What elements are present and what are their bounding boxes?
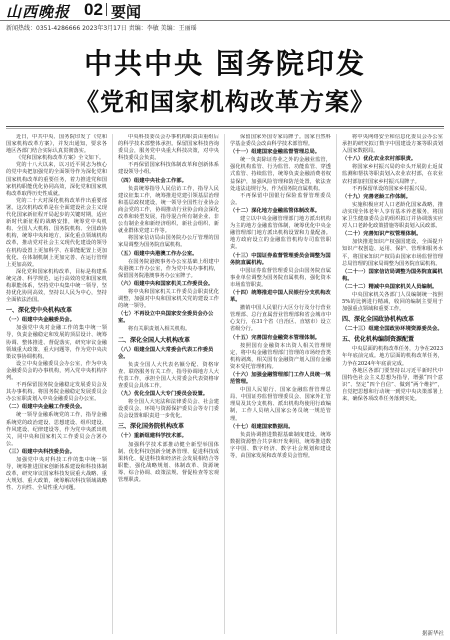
subsection-heading: （十一）组建国家金融监督管理总局。 bbox=[230, 149, 321, 156]
article-paragraph: 加快推进知识产权强国建设，全面提升知识产权创造、运用、保护、管理和服务水平，将国家知识产权局由国家市场监督管理总局管理的国家局调整为国务院直属机构。 bbox=[342, 239, 443, 267]
article-paragraph: 党的二十大对深化机构改革作出重要部署。这次机构改革是在全面建设社会主义现代化国家新征程开局起步的关键时期，适应新时代新征程的战略安排，统筹党中央机构、全国人大机构、国务院机构、全国政协机构，统筹中央和地方，深化重点领域机构改革，推动党对社会主义现代化建设的领导在机构设置上更加科学、在职能配置上更加优化、在体制机制上更加完善、在运行管理上更加高效。 bbox=[6, 197, 107, 268]
article-paragraph: 将中央和国家机关工作委员会职责优化调整，加强对中央和国家机关党的建设工作的统一领导。 bbox=[118, 288, 219, 310]
article-paragraph: 《党和国家机构改革方案》全文如下。 bbox=[16, 155, 105, 162]
subsection-heading: （十三）中国证券监督管理委员会调整为国务院直属机构。 bbox=[230, 252, 331, 266]
article-column-2 bbox=[118, 134, 219, 634]
article-paragraph: 各地区各部门要坚持以习近平新时代中国特色社会主义思想为指导，增强“四个意识”、坚定“四个自信”、做到“两个维护”，自觉把思想和行动统一到党中央决策部署上来，确保各项改革任务落到实处。 bbox=[342, 367, 443, 402]
headline-line-2: 《党和国家机构改革方案》 bbox=[75, 87, 375, 116]
subsection-heading: （六）组建中央和国家机关工作委员会。 bbox=[118, 280, 214, 287]
section-heading: 一、深化党中央机构改革 bbox=[6, 307, 73, 315]
article-column-1 bbox=[6, 134, 107, 634]
subsection-heading: （二）组建中央金融工作委员会。 bbox=[6, 404, 86, 411]
article-paragraph: 中国证券监督管理委员会由国务院直属事业单位调整为国务院直属机构，强化资本市场监管职责。 bbox=[230, 267, 331, 288]
article-paragraph: 近日，中共中央、国务院印发了《党和国家机构改革方案》，并发出通知，要求各地区各部门结合实际认真贯彻落实。 bbox=[6, 134, 107, 155]
article-paragraph: 统一领导金融系统党的工作，指导金融系统党的政治建设、思想建设、组织建设、作风建设、纪律建设等，作为党中央派出机关，同中央和国家机关工作委员会合署办公。 bbox=[6, 412, 107, 447]
section-title: 要闻 bbox=[111, 3, 142, 21]
subsection-heading: （十七）组建国家数据局。 bbox=[230, 423, 294, 430]
subsection-heading: （十二）深化地方金融监管体制改革。 bbox=[230, 207, 321, 214]
subsection-heading: （二十三）组建全国政协环境资源委员会。 bbox=[342, 326, 443, 333]
article-paragraph: 将国家信访局由国务院办公厅管理的国家局调整为国务院直属机构。 bbox=[118, 235, 219, 249]
subsection-heading: （八）组建全国人大常委会代表工作委员会。 bbox=[118, 346, 214, 360]
subsection-heading: （七）不再设立中央国家安全委员会办公室。 bbox=[118, 311, 214, 325]
article-paragraph: 中央科技委员会办事机构职责由重组后的科学技术部整体承担。保留国家科技咨询委员会，服务党中央重大科技决策，对中央科技委员会负责。 bbox=[118, 134, 219, 162]
masthead bbox=[0, 0, 450, 21]
article-paragraph: 中央国家机关各部门人员编制统一按照5%的比例进行精减，收回的编制主要用于加强重点领域和重要工作。 bbox=[342, 291, 443, 313]
subsection-heading: （二十一）国家信访局调整为国务院直属机构。 bbox=[342, 268, 443, 282]
article-paragraph: 建立以中央金融管理部门地方派出机构为主的地方金融监管体制，统筹优化中央金融管理部门地方派出机构设置和力量配备。地方政府设立的金融监管机构专司监管职责。 bbox=[230, 216, 331, 251]
article-paragraph: 不再保留中国银行保险监督管理委员会。 bbox=[230, 192, 331, 206]
subsection-heading: （一）组建中央金融委员会。 bbox=[6, 317, 75, 324]
article-column-4 bbox=[342, 134, 443, 634]
subsection-heading: （五）组建中央港澳工作办公室。 bbox=[118, 250, 198, 257]
section-heading: 三、深化国务院机构改革 bbox=[118, 423, 185, 431]
article-paragraph: 将国家乡村振兴局的牵头开展防止返贫监测和帮扶等职责划入农业农村部，在农业农村部加挂国家乡村振兴局牌子。 bbox=[342, 164, 443, 185]
article-paragraph: 撤销中国人民银行大区分行及分行营业管理部、总行直属营业管理部和省会城市中心支行，在31个省（自治区、直辖市）设立省级分行。 bbox=[230, 305, 331, 333]
article-paragraph: 加强科学技术部推动健全新型举国体制、优化科技创新全链条管理、促进科技成果转化、促进科技和经济社会发展相结合等职能，强化战略规划、体制改革、资源统筹、综合协调、政策法规、督促检查等宏观管理职责。 bbox=[118, 441, 219, 484]
masthead-divider bbox=[106, 3, 107, 16]
article-credit: 据新华社 bbox=[421, 631, 444, 637]
section-heading: 四、深化全国政协机构改革 bbox=[342, 316, 415, 324]
article-paragraph: 不再保留单设的国家乡村振兴局。 bbox=[352, 185, 430, 192]
column-divider bbox=[336, 134, 337, 634]
article-paragraph: 不再保留国务院金融稳定发展委员会及其办事机构。将国务院金融稳定发展委员会办公室职责划入中央金融委员会办公室。 bbox=[6, 382, 107, 403]
article-paragraph: 实施积极应对人口老龄化国家战略，推动实现全体老年人享有基本养老服务，将国家卫生健康委员会的组织拟订并协调落实应对人口老龄化政策措施等职责划入民政部。 bbox=[342, 201, 443, 230]
article-paragraph: 深化党和国家机构改革，目标是构建系统完备、科学规范、运行高效的党和国家机构职能体系，坚持党中央集中统一领导，坚持优化协同高效，坚持以人民为中心，坚持全面依法治国。 bbox=[6, 268, 107, 304]
subsection-heading: （十六）加强金融管理部门工作人员统一规范管理。 bbox=[230, 372, 331, 386]
masthead-meta: 新闻热线：0351-4286666 2023年3月17日 责编：李敏 美编：王丽瑶 bbox=[6, 25, 197, 32]
section-heading: 二、深化全国人大机构改革 bbox=[118, 336, 191, 344]
article-paragraph: 中国人民银行、国家金融监督管理总局、中国证券监督管理委员会、国家外汇管理局及其分支机构、派出机构均使用行政编制，工作人员纳入国家公务员统一规范管理。 bbox=[230, 387, 331, 422]
article-paragraph: 保留国家外国专家局牌子。国家自然科学基金委员会改由科学技术部管理。 bbox=[230, 134, 331, 148]
subsection-heading: （十八）优化农业农村部职责。 bbox=[342, 156, 417, 163]
article-paragraph: 将中央网络安全和信息化委员会办公室承担的研究拟订数字中国建设方案等职责划入国家数据局。 bbox=[342, 134, 443, 155]
headline-line-1: 中共中央 国务院印发 bbox=[84, 47, 366, 80]
article-paragraph: 加强党中央对科技工作的集中统一领导，统筹推进国家创新体系建设和科技体制改革，研究审议国家科技发展重大战略、重大规划、重大政策，统筹解决科技领域战略性、方向性、全局性重大问题。 bbox=[6, 457, 107, 492]
article-paragraph: 加强党中央对金融工作的集中统一领导，负责金融稳定和发展的顶层设计、统筹协调、整体推进、督促落实，研究审议金融领域重大政策、重大问题等，作为党中央决策议事协调机构。 bbox=[6, 325, 107, 360]
article-paragraph: 不再保留国家科技体制改革和创新体系建设领导小组。 bbox=[118, 162, 219, 176]
subsection-heading: （十四）统筹推进中国人民银行分支机构改革。 bbox=[230, 289, 331, 304]
article-column-3 bbox=[230, 134, 331, 634]
article-paragraph: 负责协调推进数据基础制度建设，统筹数据资源整合共享和开发利用，统筹推进数字中国、数字经济、数字社会规划和建设等，由国家发展和改革委员会管理。 bbox=[230, 431, 331, 460]
article-paragraph: 统一负责除证券业之外的金融业监管，强化机构监管、行为监管、功能监管、穿透式监管、持续监管，统筹负责金融消费者权益保护，加强风险管理和防范处置，依法查处违法违规行为，作为国务院直属机构。 bbox=[230, 157, 331, 192]
subsection-heading: （十九）完善老龄工作体制。 bbox=[342, 193, 411, 200]
article-paragraph: 按照国有金融资本出资人相关管理规定，将中央金融管理部门管理的市场经营类机构剥离，相关国有金融资产划入国有金融资本受托管理机构。 bbox=[230, 342, 331, 370]
subsection-heading: （二十）完善知识产权管理体制。 bbox=[342, 231, 422, 238]
subsection-heading: （九）优化全国人大专门委员会设置。 bbox=[118, 391, 209, 398]
subsection-heading: （三）组建中央科技委员会。 bbox=[6, 448, 75, 455]
subsection-heading: （四）组建中央社会工作部。 bbox=[118, 177, 187, 184]
article-paragraph: 党的十八大以来，以习近平同志为核心的党中央把加强党的全面领导作为深化党和国家机构改革的重要任务，着力推进党和国家机构职能优化协同高效，深化党和国家机构改革取得历史性成就。 bbox=[6, 162, 107, 197]
article-paragraph: 在国务院港澳事务办公室基础上组建中央港澳工作办公室，作为党中央办事机构，保留国务院港澳事务办公室牌子。 bbox=[118, 258, 219, 279]
article-paragraph: 负责全国人大代表名额分配、资格审查、联络服务有关工作，指导协调地方人大代表工作，承担全国人大常委会代表资格审查委员会具体工作。 bbox=[118, 361, 219, 389]
page-number: 02 bbox=[84, 0, 103, 19]
subsection-heading: （二十二）精减中央国家机关人员编制。 bbox=[342, 283, 438, 290]
article-paragraph: 负责统筹指导人民信访工作，指导人民建议征集工作，统筹推进党建引领基层治理和基层政权建设，统一领导全国性行业协会商会党的工作，协调推动行业协会商会深化改革和转型发展，指导混合所有制企业、非公有制企业和新经济组织、新社会组织、新就业群体党建工作等。 bbox=[118, 185, 219, 235]
headline-rule bbox=[6, 126, 444, 127]
section-heading: 五、优化机构编制资源配置 bbox=[342, 336, 415, 344]
subsection-heading: （十五）完善国有金融资本管理体制。 bbox=[230, 334, 321, 341]
column-divider bbox=[112, 134, 113, 634]
article-paragraph: 将全国人大宪法和法律委员会、社会建设委员会、环境与资源保护委员会等专门委员会设置和职责进一步优化。 bbox=[118, 399, 219, 420]
newspaper-logo: 山西晚报 bbox=[6, 3, 71, 21]
article-paragraph: 设立中央金融委员会办公室，作为中央金融委员会的办事机构，列入党中央机构序列。 bbox=[6, 360, 107, 381]
column-divider bbox=[224, 134, 225, 634]
subsection-heading: （十）重新组建科学技术部。 bbox=[118, 433, 187, 440]
article-paragraph: 将有关职责划入相关机构。 bbox=[128, 326, 191, 333]
headline-rule-thin bbox=[6, 128, 444, 129]
article-paragraph: 中央层面的机构改革任务，力争在2023年年底前完成。地方层面的机构改革任务，力争在2024年年底前完成。 bbox=[342, 346, 443, 367]
